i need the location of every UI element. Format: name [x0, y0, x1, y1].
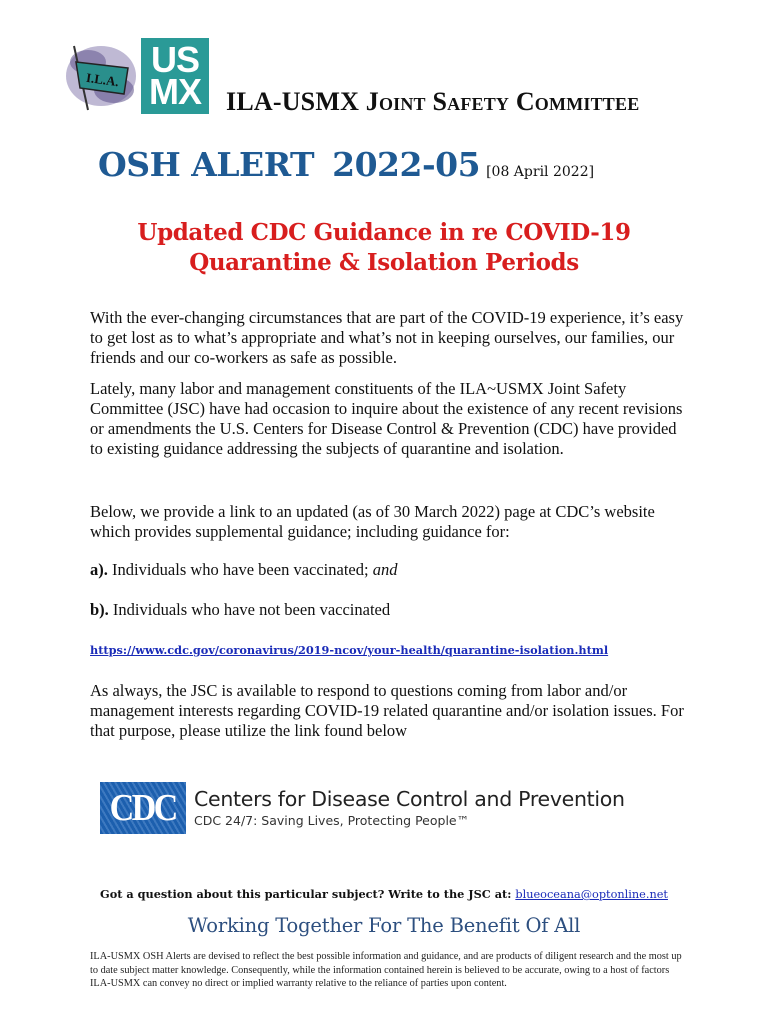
ila-logo — [64, 40, 138, 112]
cdc-banner[interactable] — [100, 782, 625, 834]
intro-paragraph: With the ever-changing circumstances that are part of the COVID-19 experience, it’s easy to get lost as to what’s appropriate and what’s not in keeping ourselves, our families, our friends and our co-workers as safe as possible. — [90, 308, 684, 367]
list-text-b: Individuals who have not been vaccinated — [108, 600, 391, 619]
usmx-logo-line1: US — [150, 39, 199, 80]
contact-question-text: Got a question about this particular subject? Write to the JSC at: — [100, 887, 516, 901]
list-marker-b: b). — [90, 600, 109, 619]
document-subtitle — [0, 218, 768, 278]
subtitle-line-2: Quarantine & Isolation Periods — [189, 249, 579, 276]
context-paragraph: Lately, many labor and management constituents of the ILA~USMX Joint Safety Committee (JSC) have had occasion to inquire about the existence of any recent revisions or amendments the U.S. Centers for Disease Control & Prevention (CDC) have provided to existing guidance addressing the subjects of quarantine and isolation. — [90, 379, 683, 458]
cdc-logo-text: CDC — [109, 787, 176, 829]
alert-date: [08 April 2022] — [486, 164, 595, 180]
link-intro-paragraph: Below, we provide a link to an updated (as of 30 March 2022) page at CDC’s website which provides supplemental guidance; including guidance for: — [90, 502, 655, 541]
contact-email-link[interactable]: blueoceana@optonline.net — [515, 888, 668, 901]
list-text-a: Individuals who have been vaccinated; — [107, 560, 373, 579]
alert-heading — [98, 145, 594, 184]
contact-paragraph: As always, the JSC is available to respond to questions coming from labor and/or management interests regarding COVID-19 related quarantine and/or isolation issues. For that purpose, please utilize the link found below — [90, 681, 684, 740]
list-item-b — [90, 600, 690, 620]
committee-name — [226, 87, 639, 117]
disclaimer: ILA-USMX OSH Alerts are devised to reflect the best possible information and guidance, and are products of diligent research and the most up to date subject matter knowledge. Consequently, while the information contained herein is believed to be accurate, owing to a host of factors ILA-USMX can convey no direct or implied warranty relative to the reliance of parties upon content. — [90, 951, 682, 989]
usmx-logo — [141, 38, 209, 114]
svg-text:I.L.A.: I.L.A. — [85, 69, 120, 90]
ila-flag-icon — [64, 40, 138, 112]
usmx-logo-line2: MX — [149, 71, 201, 112]
cdc-text — [194, 787, 625, 829]
cdc-guidance-link[interactable]: https://www.cdc.gov/coronavirus/2019-ncov/your-health/quarantine-isolation.html — [90, 643, 609, 657]
alert-number: 2022-05 — [332, 145, 481, 184]
list-item-a — [90, 560, 690, 580]
subtitle-line-1: Updated CDC Guidance in re COVID-19 — [137, 219, 631, 246]
alert-title: OSH ALERT — [98, 145, 315, 184]
contact-question — [0, 887, 768, 901]
committee-name-prefix: ILA-USMX — [226, 87, 366, 116]
cdc-tagline: CDC 24/7: Saving Lives, Protecting People™ — [194, 813, 470, 828]
motto: Working Together For The Benefit Of All — [187, 914, 581, 937]
cdc-name: Centers for Disease Control and Prevention — [194, 787, 625, 811]
committee-name-rest: Joint Safety Committee — [365, 87, 640, 116]
list-emphasis-a: and — [372, 560, 398, 579]
list-marker-a: a). — [90, 560, 108, 579]
cdc-logo-icon — [100, 782, 186, 834]
